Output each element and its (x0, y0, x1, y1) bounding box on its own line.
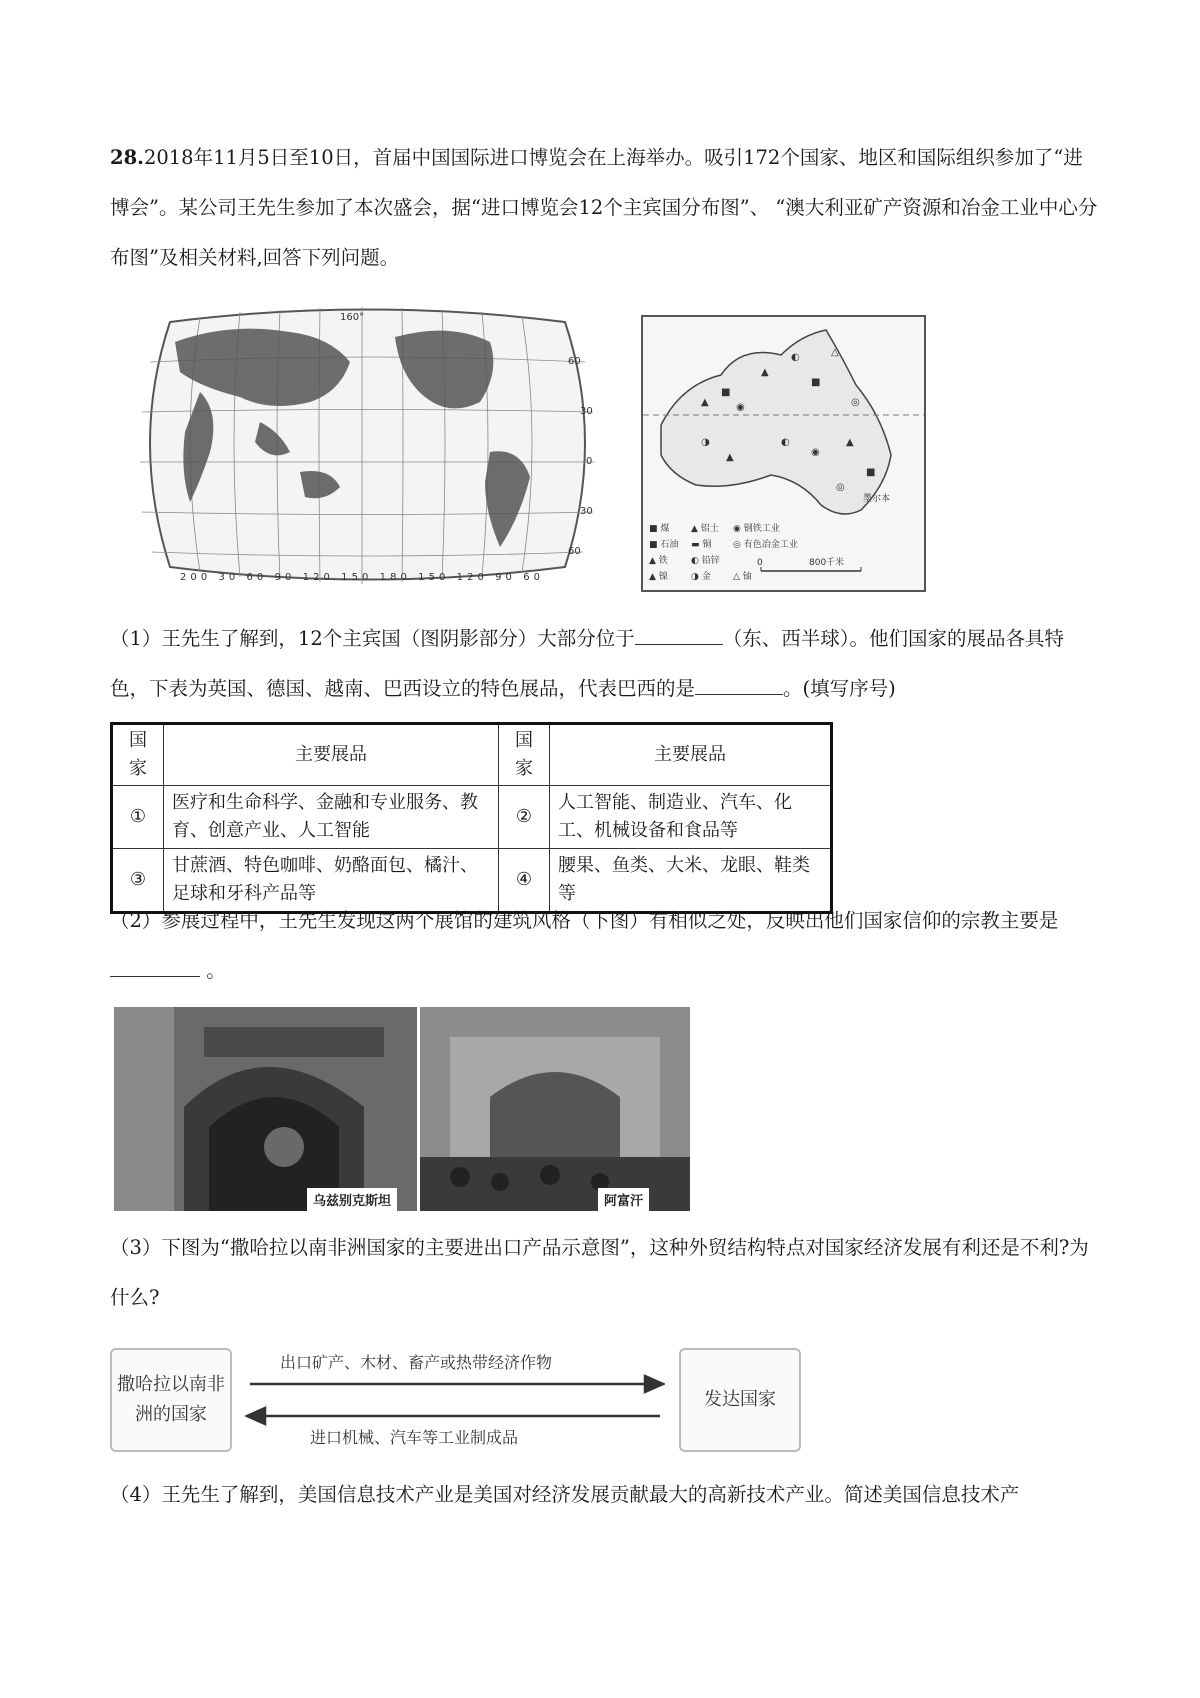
world-map-figure (140, 302, 595, 587)
intro-text: 2018年11月5日至10日，首届中国国际进口博览会在上海举办。吸引172个国家、地区和国际组织参加了“进博会”。某公司王先生参加了本次盛会，据“进口博览会12个主宾国分布图”、 “澳大利亚矿产资源和冶金工业中心分布图”及相关材料,回答下列问题。 (110, 146, 1098, 269)
svg-text:◉: ◉ (811, 447, 820, 458)
legend-item: ▬ 铜 (691, 540, 712, 550)
table-header: 国家 (112, 724, 164, 786)
legend-item: ▲ 铝土 (691, 524, 719, 534)
lat-label: 60 (568, 356, 581, 367)
legend-item: ■ 煤 (649, 524, 670, 534)
svg-text:▲: ▲ (761, 367, 769, 378)
legend-item: ▲ 镍 (649, 572, 668, 582)
svg-text:▲: ▲ (726, 452, 734, 463)
table-header: 主要展品 (164, 724, 499, 786)
svg-text:◑: ◑ (701, 437, 710, 448)
svg-text:■: ■ (866, 467, 876, 478)
legend-item: ▲ 铁 (649, 556, 668, 566)
sub-saharan-box: 撒哈拉以南非洲的国家 (110, 1348, 232, 1452)
svg-text:■: ■ (811, 377, 821, 388)
map-bottom-ticks: 200 30 60 90 120 150 180 150 120 90 60 (180, 572, 540, 583)
country-number: ③ (112, 849, 164, 913)
photo-label-afghanistan: 阿富汗 (598, 1188, 649, 1211)
export-label: 出口矿产、木材、畜产或热带经济作物 (280, 1353, 553, 1372)
svg-text:◐: ◐ (781, 437, 790, 448)
legend-item: ■ 石油 (649, 540, 679, 550)
question-28-intro (110, 133, 1100, 283)
exhibits-table (110, 722, 833, 914)
question-4: （4）王先生了解到，美国信息技术产业是美国对经济发展贡献最大的高新技术产业。简述美国信息技术产 (110, 1483, 1020, 1506)
lat-label: 30 (580, 506, 593, 517)
legend-item: ◉ 钢铁工业 (733, 524, 780, 534)
trade-arrows (245, 1370, 665, 1430)
svg-text:0: 0 (757, 558, 763, 568)
svg-text:◉: ◉ (736, 402, 745, 413)
table-row (112, 786, 832, 849)
country-number: ④ (499, 849, 550, 913)
legend-item: ◑ 金 (691, 572, 711, 582)
developed-countries-box: 发达国家 (679, 1348, 801, 1452)
lat-label: 30 (580, 406, 593, 417)
exhibits-cell: 腰果、鱼类、大米、龙眼、鞋类等 (550, 849, 832, 913)
export-arrowhead (645, 1376, 663, 1392)
svg-text:◎: ◎ (836, 482, 845, 493)
table-header: 主要展品 (550, 724, 832, 786)
photo-label-uzbekistan: 乌兹别克斯坦 (307, 1188, 397, 1211)
legend-item: △ 铀 (733, 572, 752, 582)
map-top-tick: 160° (340, 312, 365, 323)
pavilion-photo-left (114, 1007, 417, 1211)
import-arrowhead (247, 1408, 265, 1424)
question-1: （1）王先生了解到，12个主宾国（图阴影部分）大部分位于 （东、西半球）。他们国家的展品各具特色，下表为英国、德国、越南、巴西设立的特色展品，代表巴西的是 。(填写序号) (110, 627, 1064, 700)
question-number: 28. (110, 146, 144, 169)
legend-item: ◐ 铅锌 (691, 556, 720, 566)
country-number: ① (112, 786, 164, 849)
question-2: （2）参展过程中，王先生发现这两个展馆的建筑风格（下图）有相似之处，反映出他们国家信仰的宗教主要是 。 (110, 909, 1059, 982)
import-label: 进口机械、汽车等工业制成品 (310, 1428, 519, 1447)
pavilion-photo-right (420, 1007, 690, 1211)
answer-blank[interactable] (695, 676, 783, 695)
exhibits-cell: 人工智能、制造业、汽车、化工、机械设备和食品等 (550, 786, 832, 849)
svg-text:◎: ◎ (851, 397, 860, 408)
exhibits-cell: 甘蔗酒、特色咖啡、奶酪面包、橘汁、足球和牙科产品等 (164, 849, 499, 913)
country-number: ② (499, 786, 550, 849)
legend-item: ◎ 有色冶金工业 (733, 540, 798, 550)
svg-text:◐: ◐ (791, 352, 800, 363)
city-label: 墨尔本 (863, 494, 891, 504)
svg-text:▲: ▲ (701, 397, 709, 408)
answer-blank[interactable] (110, 958, 200, 977)
svg-text:800千米: 800千米 (809, 558, 845, 568)
svg-text:△: △ (831, 347, 839, 358)
lat-label: 60 (568, 546, 581, 557)
australia-map-figure (641, 315, 926, 592)
exhibits-cell: 医疗和生命科学、金融和专业服务、教育、创意产业、人工智能 (164, 786, 499, 849)
svg-text:▲: ▲ (846, 437, 854, 448)
answer-blank[interactable] (635, 626, 723, 645)
svg-text:■: ■ (721, 387, 731, 398)
question-3: （3）下图为“撒哈拉以南非洲国家的主要进出口产品示意图”，这种外贸结构特点对国家经济发展有利还是不利?为什么? (110, 1236, 1089, 1309)
table-header: 国家 (499, 724, 550, 786)
lat-label: 0 (586, 456, 593, 467)
